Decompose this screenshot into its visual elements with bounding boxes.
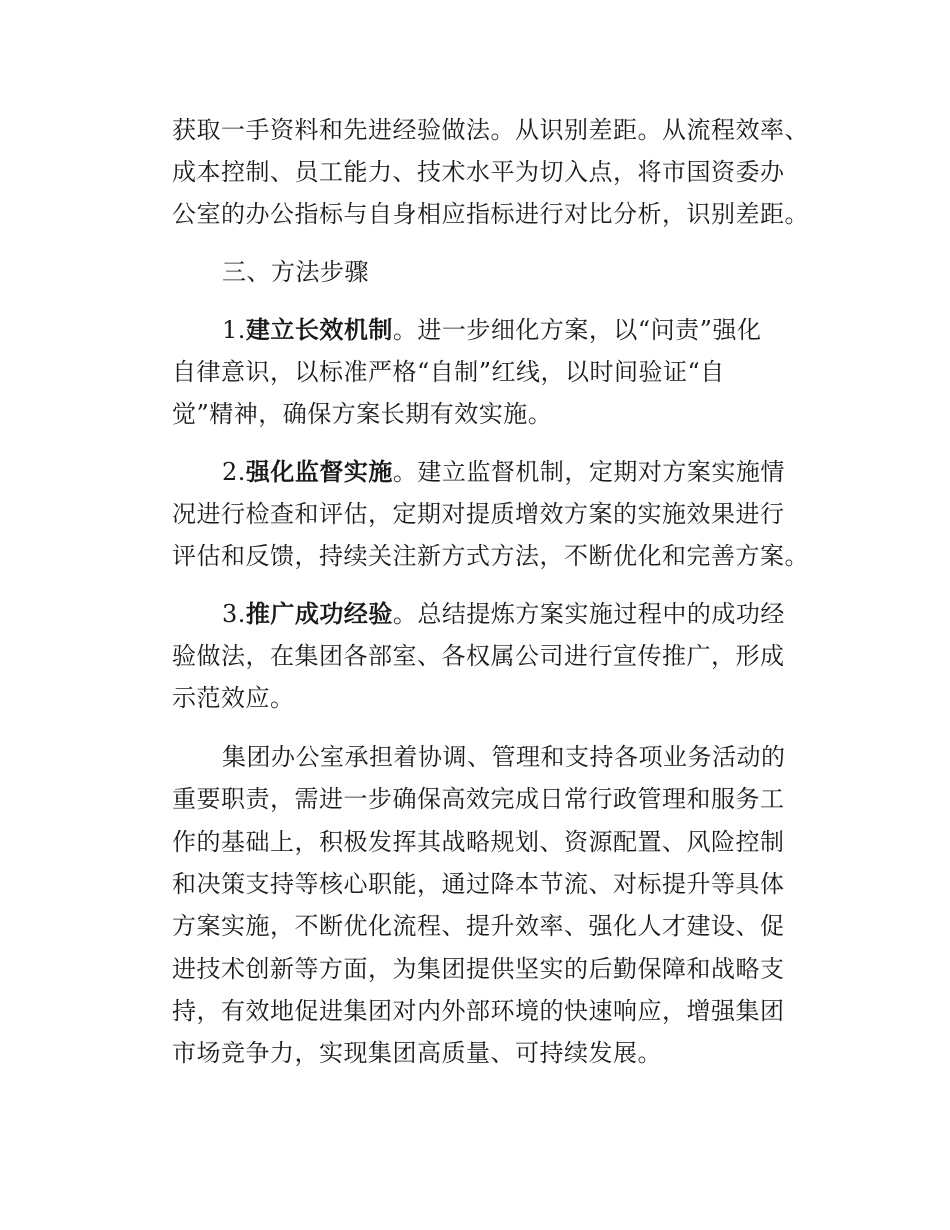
step-1-line-2: 自律意识，以标准严格“自制”红线，以时间验证“自 bbox=[172, 358, 725, 386]
step-2-line-1: 。建立监督机制，定期对方案实施情 bbox=[392, 458, 785, 486]
conclusion-line-4: 和决策支持等核心职能，通过降本节流、对标提升等具体 bbox=[172, 870, 785, 898]
conclusion-line-6: 进技术创新等方面，为集团提供坚实的后勤保障和战略支 bbox=[172, 955, 785, 983]
intro-line-3: 公室的办公指标与自身相应指标进行对比分析，识别差距。 bbox=[172, 200, 809, 228]
intro-line-2: 成本控制、员工能力、技术水平为切入点，将市国资委办 bbox=[172, 158, 785, 186]
conclusion-line-8: 市场竞争力，实现集团高质量、可持续发展。 bbox=[172, 1039, 662, 1067]
step-2-number: 2. bbox=[222, 458, 246, 486]
step-2-line-3: 评估和反馈，持续关注新方式方法，不断优化和完善方案。 bbox=[172, 542, 809, 570]
conclusion-line-5: 方案实施，不断优化流程、提升效率、强化人才建设、促 bbox=[172, 912, 785, 940]
step-1-line-1: 。进一步细化方案，以“问责”强化 bbox=[392, 316, 762, 344]
step-1-first-line bbox=[222, 314, 761, 346]
step-3-line-2: 验做法，在集团各部室、各权属公司进行宣传推广，形成 bbox=[172, 642, 785, 670]
step-2-line-2: 况进行检查和评估，定期对提质增效方案的实施效果进行 bbox=[172, 500, 785, 528]
step-2-first-line bbox=[222, 456, 785, 488]
step-3-title: 推广成功经验 bbox=[245, 599, 393, 628]
step-3-number: 3. bbox=[222, 600, 246, 628]
conclusion-line-7: 持，有效地促进集团对内外部环境的快速响应，增强集团 bbox=[172, 997, 785, 1025]
step-1-title: 建立长效机制 bbox=[245, 315, 393, 344]
section-heading: 三、方法步骤 bbox=[222, 258, 369, 286]
conclusion-line-1: 集团办公室承担着协调、管理和支持各项业务活动的 bbox=[222, 743, 786, 771]
step-2-title: 强化监督实施 bbox=[245, 457, 393, 486]
step-3-first-line bbox=[222, 598, 785, 630]
step-1-number: 1. bbox=[222, 316, 246, 344]
conclusion-line-3: 作的基础上，积极发挥其战略规划、资源配置、风险控制 bbox=[172, 828, 785, 856]
step-3-line-3: 示范效应。 bbox=[172, 684, 295, 712]
conclusion-line-2: 重要职责，需进一步确保高效完成日常行政管理和服务工 bbox=[172, 785, 785, 813]
step-1-line-3: 觉”精神，确保方案长期有效实施。 bbox=[172, 400, 553, 428]
intro-line-1: 获取一手资料和先进经验做法。从识别差距。从流程效率、 bbox=[172, 116, 809, 144]
step-3-line-1: 。总结提炼方案实施过程中的成功经 bbox=[392, 600, 785, 628]
